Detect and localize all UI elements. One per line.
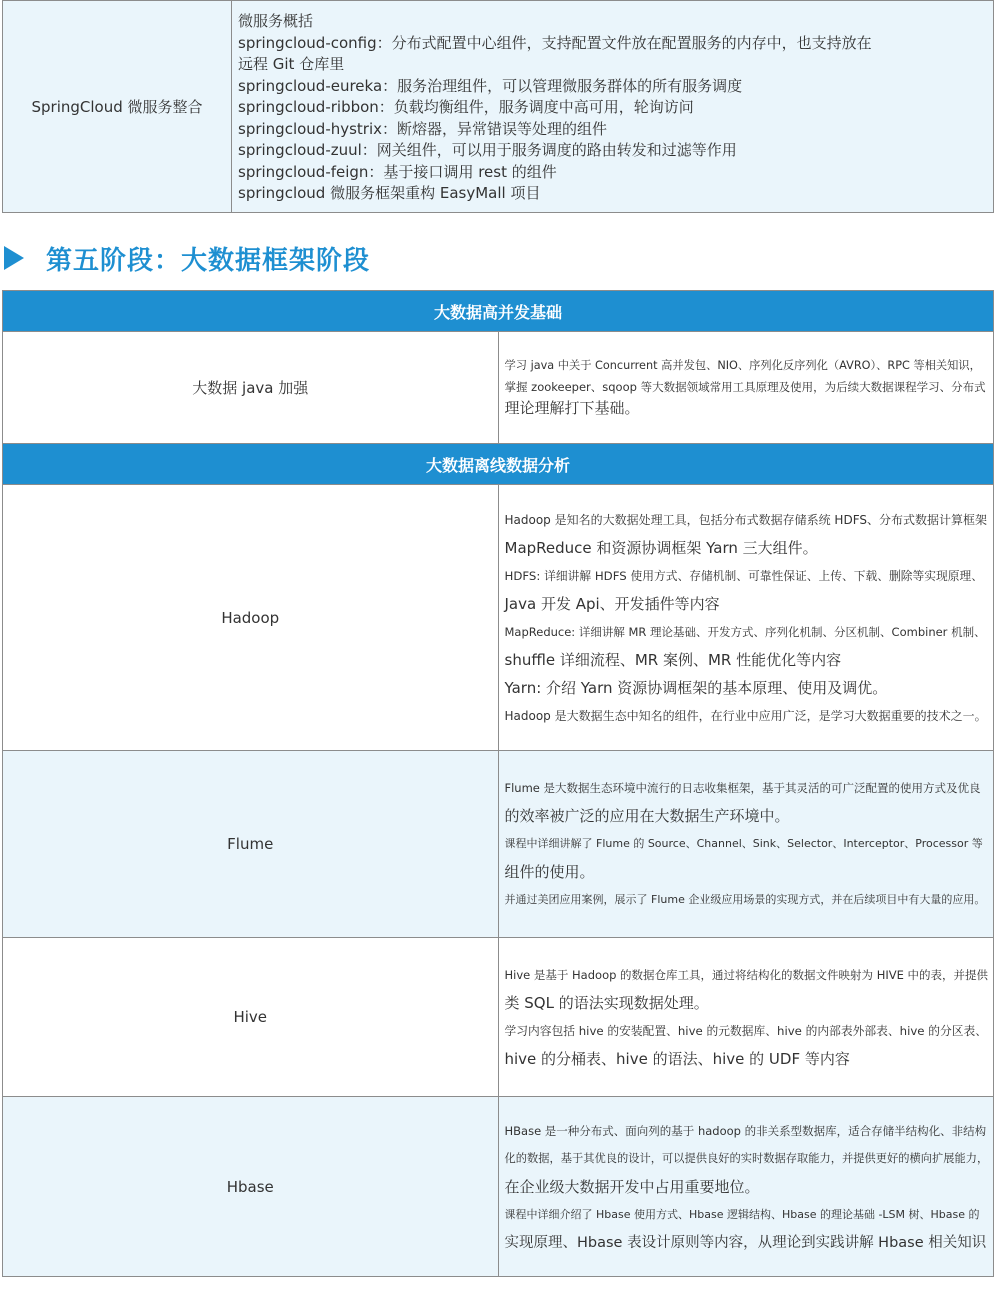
content-line: 化的数据，基于其优良的设计，可以提供良好的实时数据存取能力，并提供更好的横向扩展能力， bbox=[504, 1151, 989, 1165]
content-line: 并通过美团应用案例，展示了 Flume 企业级应用场景的实现方式，并在后续项目中有大量的应用。 bbox=[504, 893, 986, 906]
content-line: 掌握 zookeeper、sqoop 等大数据领域常用工具原理及使用，为后续大数据课程学习、分布式 bbox=[504, 379, 986, 394]
content-line: 学习 java 中关于 Concurrent 高并发包、NIO、序列化反序列化（AVRO）、RPC 等相关知识， bbox=[504, 359, 981, 373]
content-line: 实现原理、Hbase 表设计原则等内容，从理论到实践讲解 Hbase 相关知识 bbox=[504, 1234, 987, 1251]
content-line: hive 的分桶表、hive 的语法、hive 的 UDF 等内容 bbox=[504, 1050, 850, 1068]
course-row-hbase bbox=[3, 1097, 994, 1277]
course-row-java bbox=[3, 332, 994, 444]
content-line: 课程中详细讲解了 Flume 的 Source、Channel、Sink、Selector、Interceptor、Processor 等 bbox=[504, 837, 983, 850]
content-line: Flume 是大数据生态环境中流行的日志收集框架，基于其灵活的可广泛配置的使用方式及优良 bbox=[504, 781, 981, 795]
row-label: SpringCloud 微服务整合 bbox=[3, 1, 232, 213]
content-line: MapReduce: 详细讲解 MR 理论基础、开发方式、序列化机制、分区机制、Combiner 机制、 bbox=[504, 624, 986, 639]
content-line: springcloud-ribbon：负载均衡组件，服务调度中高可用，轮询访问 bbox=[238, 98, 694, 117]
content-line: 微服务概括 bbox=[238, 12, 314, 31]
group-header-offline: 大数据离线数据分析 bbox=[3, 444, 994, 485]
content-line: springcloud-feign：基于接口调用 rest 的组件 bbox=[238, 162, 557, 181]
content-line: 理论理解打下基础。 bbox=[504, 399, 640, 418]
row-content bbox=[498, 1097, 994, 1277]
content-line: Hadoop 是知名的大数据处理工具，包括分布式数据存储系统 HDFS、分布式数据计算框架 bbox=[504, 512, 987, 527]
content-line: 学习内容包括 hive 的安装配置、hive 的元数据库、hive 的内部表外部表、hive 的分区表、 bbox=[504, 1024, 988, 1038]
content-line: 在企业级大数据开发中占用重要地位。 bbox=[504, 1177, 760, 1196]
content-line: 类 SQL 的语法实现数据处理。 bbox=[504, 994, 709, 1012]
content-line: springcloud-config：分布式配置中心组件，支持配置文件放在配置服务的内存中，也支持放在 bbox=[238, 33, 872, 52]
group-header-basics: 大数据高并发基础 bbox=[3, 291, 994, 332]
group-header-row bbox=[3, 444, 994, 485]
section-heading bbox=[0, 236, 370, 280]
content-line: 课程中详细介绍了 Hbase 使用方式、Hbase 逻辑结构、Hbase 的理论基础 -LSM 树、Hbase 的 bbox=[504, 1207, 980, 1221]
content-line: 远程 Git 仓库里 bbox=[238, 55, 345, 74]
row-label: Hadoop bbox=[3, 485, 499, 751]
content-line: springcloud-hystrix：断熔器，异常错误等处理的组件 bbox=[238, 119, 608, 138]
row-label: 大数据 java 加强 bbox=[3, 332, 499, 444]
content-line: 的效率被广泛的应用在大数据生产环境中。 bbox=[504, 807, 790, 825]
group-header-row bbox=[3, 291, 994, 332]
course-row-hadoop bbox=[3, 485, 994, 751]
row-content bbox=[498, 751, 994, 938]
row-label: Hbase bbox=[3, 1097, 499, 1277]
springcloud-row bbox=[3, 1, 994, 213]
row-content bbox=[498, 332, 994, 444]
content-line: Hive 是基于 Hadoop 的数据仓库工具，通过将结构化的数据文件映射为 HIVE 中的表，并提供 bbox=[504, 968, 989, 982]
row-content bbox=[232, 1, 994, 213]
content-line: Yarn: 介绍 Yarn 资源协调框架的基本原理、使用及调优。 bbox=[504, 678, 888, 697]
row-label: Flume bbox=[3, 751, 499, 938]
content-line: 组件的使用。 bbox=[504, 863, 595, 881]
content-line: springcloud 微服务框架重构 EasyMall 项目 bbox=[238, 184, 541, 203]
row-content bbox=[498, 938, 994, 1097]
row-content bbox=[498, 485, 994, 751]
section-title: 第五阶段：大数据框架阶段 bbox=[46, 245, 371, 276]
row-label: Hive bbox=[3, 938, 499, 1097]
content-line: springcloud-eureka：服务治理组件，可以管理微服务群体的所有服务调度 bbox=[238, 76, 743, 95]
course-row-hive bbox=[3, 938, 994, 1097]
content-line: HBase 是一种分布式、面向列的基于 hadoop 的非关系型数据库，适合存储半结构化、非结构 bbox=[504, 1123, 987, 1138]
content-line: springcloud-zuul：网关组件，可以用于服务调度的路由转发和过滤等作用 bbox=[238, 141, 737, 160]
content-line: HDFS: 详细讲解 HDFS 使用方式、存储机制、可靠性保证、上传、下载、删除等实现原理、 bbox=[504, 568, 983, 583]
content-line: Hadoop 是大数据生态中知名的组件，在行业中应用广泛，是学习大数据重要的技术之一。 bbox=[504, 708, 987, 723]
big-data-course-table bbox=[2, 290, 994, 1277]
play-triangle-icon bbox=[4, 246, 24, 270]
content-line: shuffle 详细流程、MR 案例、MR 性能优化等内容 bbox=[504, 650, 842, 669]
springcloud-table bbox=[2, 0, 994, 213]
course-row-flume bbox=[3, 751, 994, 938]
content-line: Java 开发 Api、开发插件等内容 bbox=[504, 594, 720, 613]
content-line: MapReduce 和资源协调框架 Yarn 三大组件。 bbox=[504, 538, 818, 557]
